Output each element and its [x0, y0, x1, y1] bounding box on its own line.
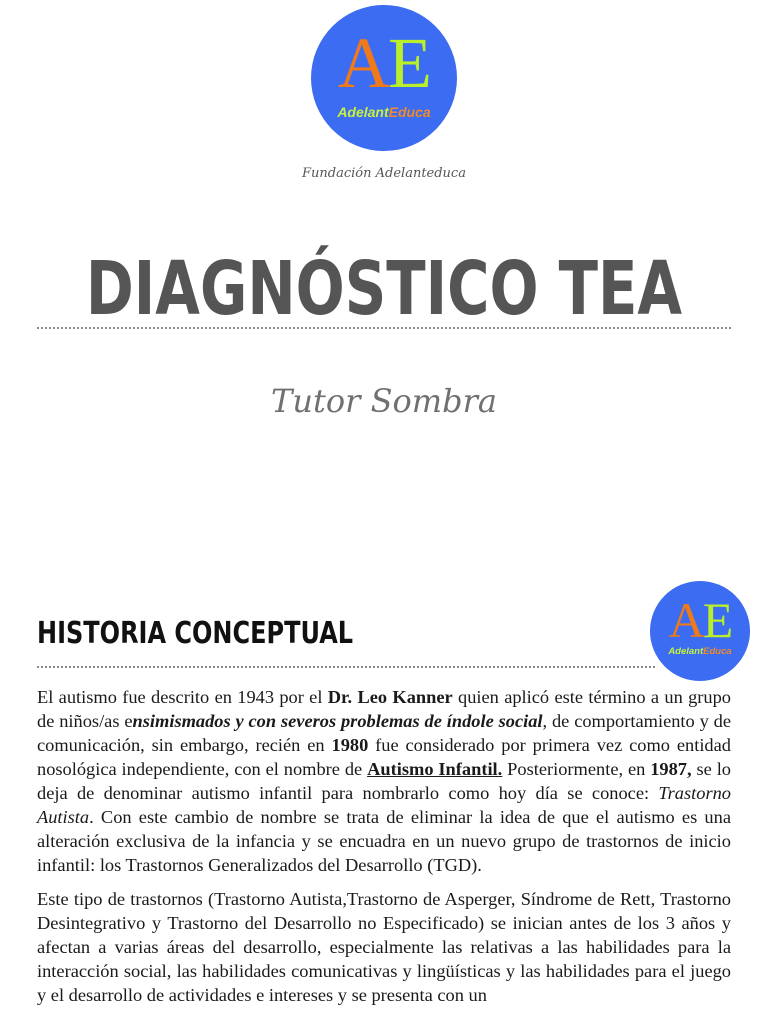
page-title: DIAGNÓSTICO TEA — [85, 246, 683, 332]
bold-italic-run: nsimismados y con severos problemas de índole social — [132, 711, 543, 731]
text-run: El autismo fue descrito en 1943 por el — [37, 687, 328, 707]
bold-run: 1987, — [650, 759, 692, 779]
text-run: , de comportamiento y de comunicación, sin embargo, recién en — [37, 711, 732, 755]
text-run: . Con este cambio de nombre se trata de eliminar la idea de que el autismo es una alteración exclusiva de la infancia y se encuadra en un nuevo grupo de trastornos de inicio infantil: los Trastornos Generalizados del Desarrollo (TGD). — [37, 807, 731, 875]
page-subtitle: Tutor Sombra — [271, 382, 497, 420]
underlined-term: Autismo Infantil. — [367, 759, 503, 779]
title-divider — [37, 327, 731, 329]
logo-letters — [650, 594, 750, 646]
paragraph-history — [37, 685, 731, 877]
text-run: quien aplicó este término a un grupo de niños/as e — [37, 687, 731, 731]
paragraph-disorders: Este tipo de trastornos (Trastorno Autista,Trastorno de Asperger, Síndrome de Rett, Trastorno Desintegrativo y Trastorno del Desarrollo no Especificado) se inician antes de los 3 años y afectan a varias áreas del desarrollo, especialmente las relativas a las habilidades para la interacción social, las habilidades comunicativas y lingüísticas y las habilidades para el juego y el desarrollo de actividades e intereses y se presenta con un — [37, 889, 731, 1005]
section-heading: HISTORIA CONCEPTUAL — [37, 616, 354, 651]
logo-wordmark-part2: Educa — [388, 104, 431, 120]
logo-wordmark-part1: Adelant — [337, 104, 389, 120]
text-run: se lo deja de denominar autismo infantil para nombrarlo como hoy día se conoce: — [37, 759, 731, 803]
text-run: Posteriormente, en — [502, 759, 651, 779]
text-run: fue considerado por primera vez como entidad nosológica independiente, con el nombre de — [37, 735, 731, 779]
body-text — [37, 685, 731, 1017]
logo-wordmark — [650, 646, 750, 657]
adelanteduca-logo-small — [650, 581, 750, 681]
logo-wordmark — [311, 104, 457, 120]
adelanteduca-logo — [311, 5, 457, 151]
bold-run: 1980 — [331, 735, 369, 755]
logo-letter-e: E — [388, 23, 430, 103]
bold-run: Dr. Leo Kanner — [327, 687, 453, 707]
logo-letter-e: E — [702, 592, 732, 648]
italic-run: Trastorno Autista — [37, 783, 731, 827]
logo-letter-a: A — [338, 23, 388, 103]
logo-letters — [311, 25, 457, 101]
logo-wordmark-part1: Adelant — [668, 646, 704, 657]
section-divider — [37, 666, 655, 668]
logo-wordmark-part2: Educa — [703, 646, 732, 657]
logo-letter-a: A — [668, 592, 703, 648]
organization-name: Fundación Adelanteduca — [302, 166, 466, 181]
